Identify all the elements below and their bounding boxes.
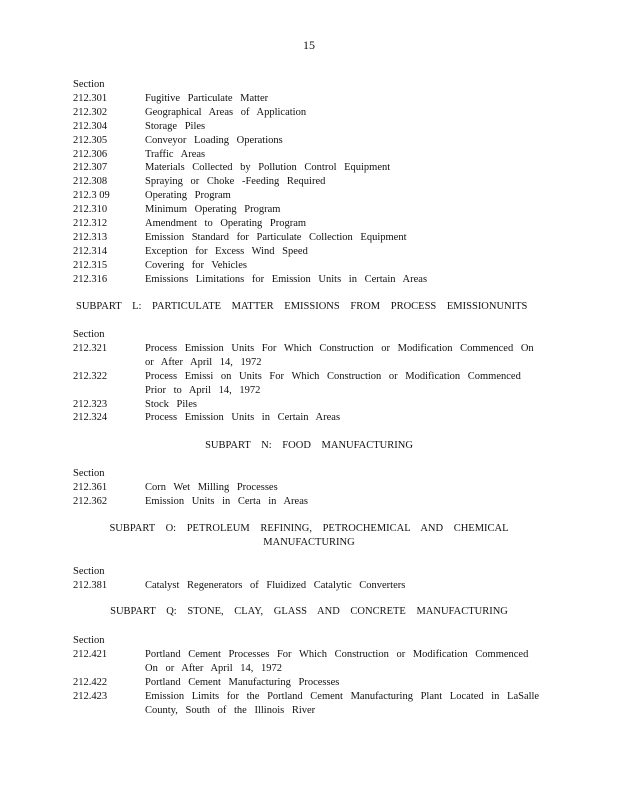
list-item — [73, 481, 543, 495]
list-item — [73, 134, 543, 148]
list-item — [73, 579, 543, 593]
subpart-q-heading: SUBPART Q: STONE, CLAY, GLASS AND CONCRETE MANUFACTURING — [110, 606, 508, 617]
section-title: Process Emission Units in Certain Areas — [145, 412, 341, 424]
section-number: 212.308 — [73, 176, 108, 188]
page-number: 15 — [303, 38, 315, 52]
section-number: 212.304 — [73, 120, 108, 132]
list-item — [73, 273, 543, 287]
section-number: 212.312 — [73, 218, 108, 230]
section-title: Emission Units in Certa in Areas — [145, 495, 308, 507]
list-item — [73, 245, 543, 259]
section-number: 212.361 — [73, 481, 108, 493]
section-title: Emission Standard for Particulate Collection Equipment — [145, 231, 407, 243]
section-title: Fugitive Particulate Matter — [145, 92, 269, 104]
list-item — [73, 106, 543, 120]
list-item — [73, 175, 543, 189]
section-label: Section — [73, 635, 105, 646]
section-number: 212.423 — [73, 690, 108, 702]
list-item — [73, 231, 543, 245]
list-item — [73, 398, 543, 412]
section-number: 212.305 — [73, 134, 108, 146]
list-item — [73, 495, 543, 509]
list-item — [73, 342, 543, 370]
list-item — [73, 259, 543, 273]
section-number: 212.422 — [73, 676, 108, 688]
section-number: 212.322 — [73, 370, 108, 382]
section-title: Emissions Limitations for Emission Units in Certain Areas — [145, 273, 428, 285]
section-title: Geographical Areas of Application — [145, 106, 307, 118]
section-number: 212.381 — [73, 579, 108, 591]
list-item — [73, 676, 543, 690]
section-number: 212.362 — [73, 495, 108, 507]
section-title: Traffic Areas — [145, 148, 206, 160]
section-title: Minimum Operating Program — [145, 204, 281, 216]
section-title: Catalyst Regenerators of Fluidized Catalytic Converters — [145, 579, 406, 591]
section-title: Portland Cement Manufacturing Processes — [145, 676, 340, 688]
section-number: 212.421 — [73, 648, 108, 660]
section-list-fugitive — [73, 78, 543, 287]
section-title: Covering for Vehicles — [145, 259, 247, 271]
section-number: 212.310 — [73, 204, 108, 216]
subpart-l-heading: SUBPART L: PARTICULATE MATTER EMISSIONS FROM PROCESS EMISSIONUNITS — [76, 301, 528, 312]
section-number: 212.316 — [73, 273, 108, 285]
section-title: Portland Cement Processes For Which Construction or Modification Commenced On or After April 14, 1972 — [145, 648, 529, 674]
list-item — [73, 411, 543, 425]
section-title: Storage Piles — [145, 120, 206, 132]
list-item — [73, 161, 543, 175]
section-number: 212.321 — [73, 342, 108, 354]
section-number: 212.3 09 — [73, 190, 110, 202]
list-item — [73, 217, 543, 231]
section-list-subpart-q — [73, 634, 543, 717]
section-list-subpart-l — [73, 328, 543, 425]
section-label: Section — [73, 329, 105, 340]
list-item — [73, 148, 543, 162]
subpart-o-heading-continued: MANUFACTURING — [263, 537, 355, 548]
subpart-n-heading: SUBPART N: FOOD MANUFACTURING — [205, 440, 413, 451]
section-label: Section — [73, 566, 105, 577]
section-label: Section — [73, 468, 105, 479]
section-title: Corn Wet Milling Processes — [145, 481, 278, 493]
list-item — [73, 203, 543, 217]
list-item — [73, 92, 543, 106]
list-item — [73, 370, 543, 398]
list-item — [73, 189, 543, 203]
section-number: 212.314 — [73, 245, 108, 257]
section-title: Stock Piles — [145, 398, 197, 410]
list-item — [73, 120, 543, 134]
section-number: 212.323 — [73, 398, 108, 410]
section-title: Conveyor Loading Operations — [145, 134, 283, 146]
section-list-subpart-n — [73, 467, 543, 509]
section-number: 212.306 — [73, 148, 108, 160]
list-item — [73, 648, 543, 676]
section-title: Process Emissi on Units For Which Construction or Modification Commenced Prior to April 14, 1972 — [145, 370, 521, 396]
section-list-subpart-o — [73, 565, 543, 593]
list-item — [73, 690, 543, 718]
section-number: 212.315 — [73, 259, 108, 271]
section-number: 212.307 — [73, 162, 108, 174]
section-title: Operating Program — [145, 190, 231, 202]
subpart-o-heading: SUBPART O: PETROLEUM REFINING, PETROCHEMICAL AND CHEMICAL — [109, 523, 509, 534]
section-label: Section — [73, 79, 105, 90]
section-title: Materials Collected by Pollution Control Equipment — [145, 162, 391, 174]
section-title: Emission Limits for the Portland Cement Manufacturing Plant Located in LaSalle County, South of the Illinois River — [145, 690, 540, 716]
section-number: 212.313 — [73, 231, 108, 243]
section-title: Spraying or Choke -Feeding Required — [145, 176, 326, 188]
section-number: 212.301 — [73, 92, 108, 104]
section-title: Exception for Excess Wind Speed — [145, 245, 308, 257]
section-number: 212.302 — [73, 106, 108, 118]
section-title: Amendment to Operating Program — [145, 218, 307, 230]
section-number: 212.324 — [73, 412, 108, 424]
section-title: Process Emission Units For Which Construction or Modification Commenced On or After April 14, 1972 — [145, 342, 534, 368]
